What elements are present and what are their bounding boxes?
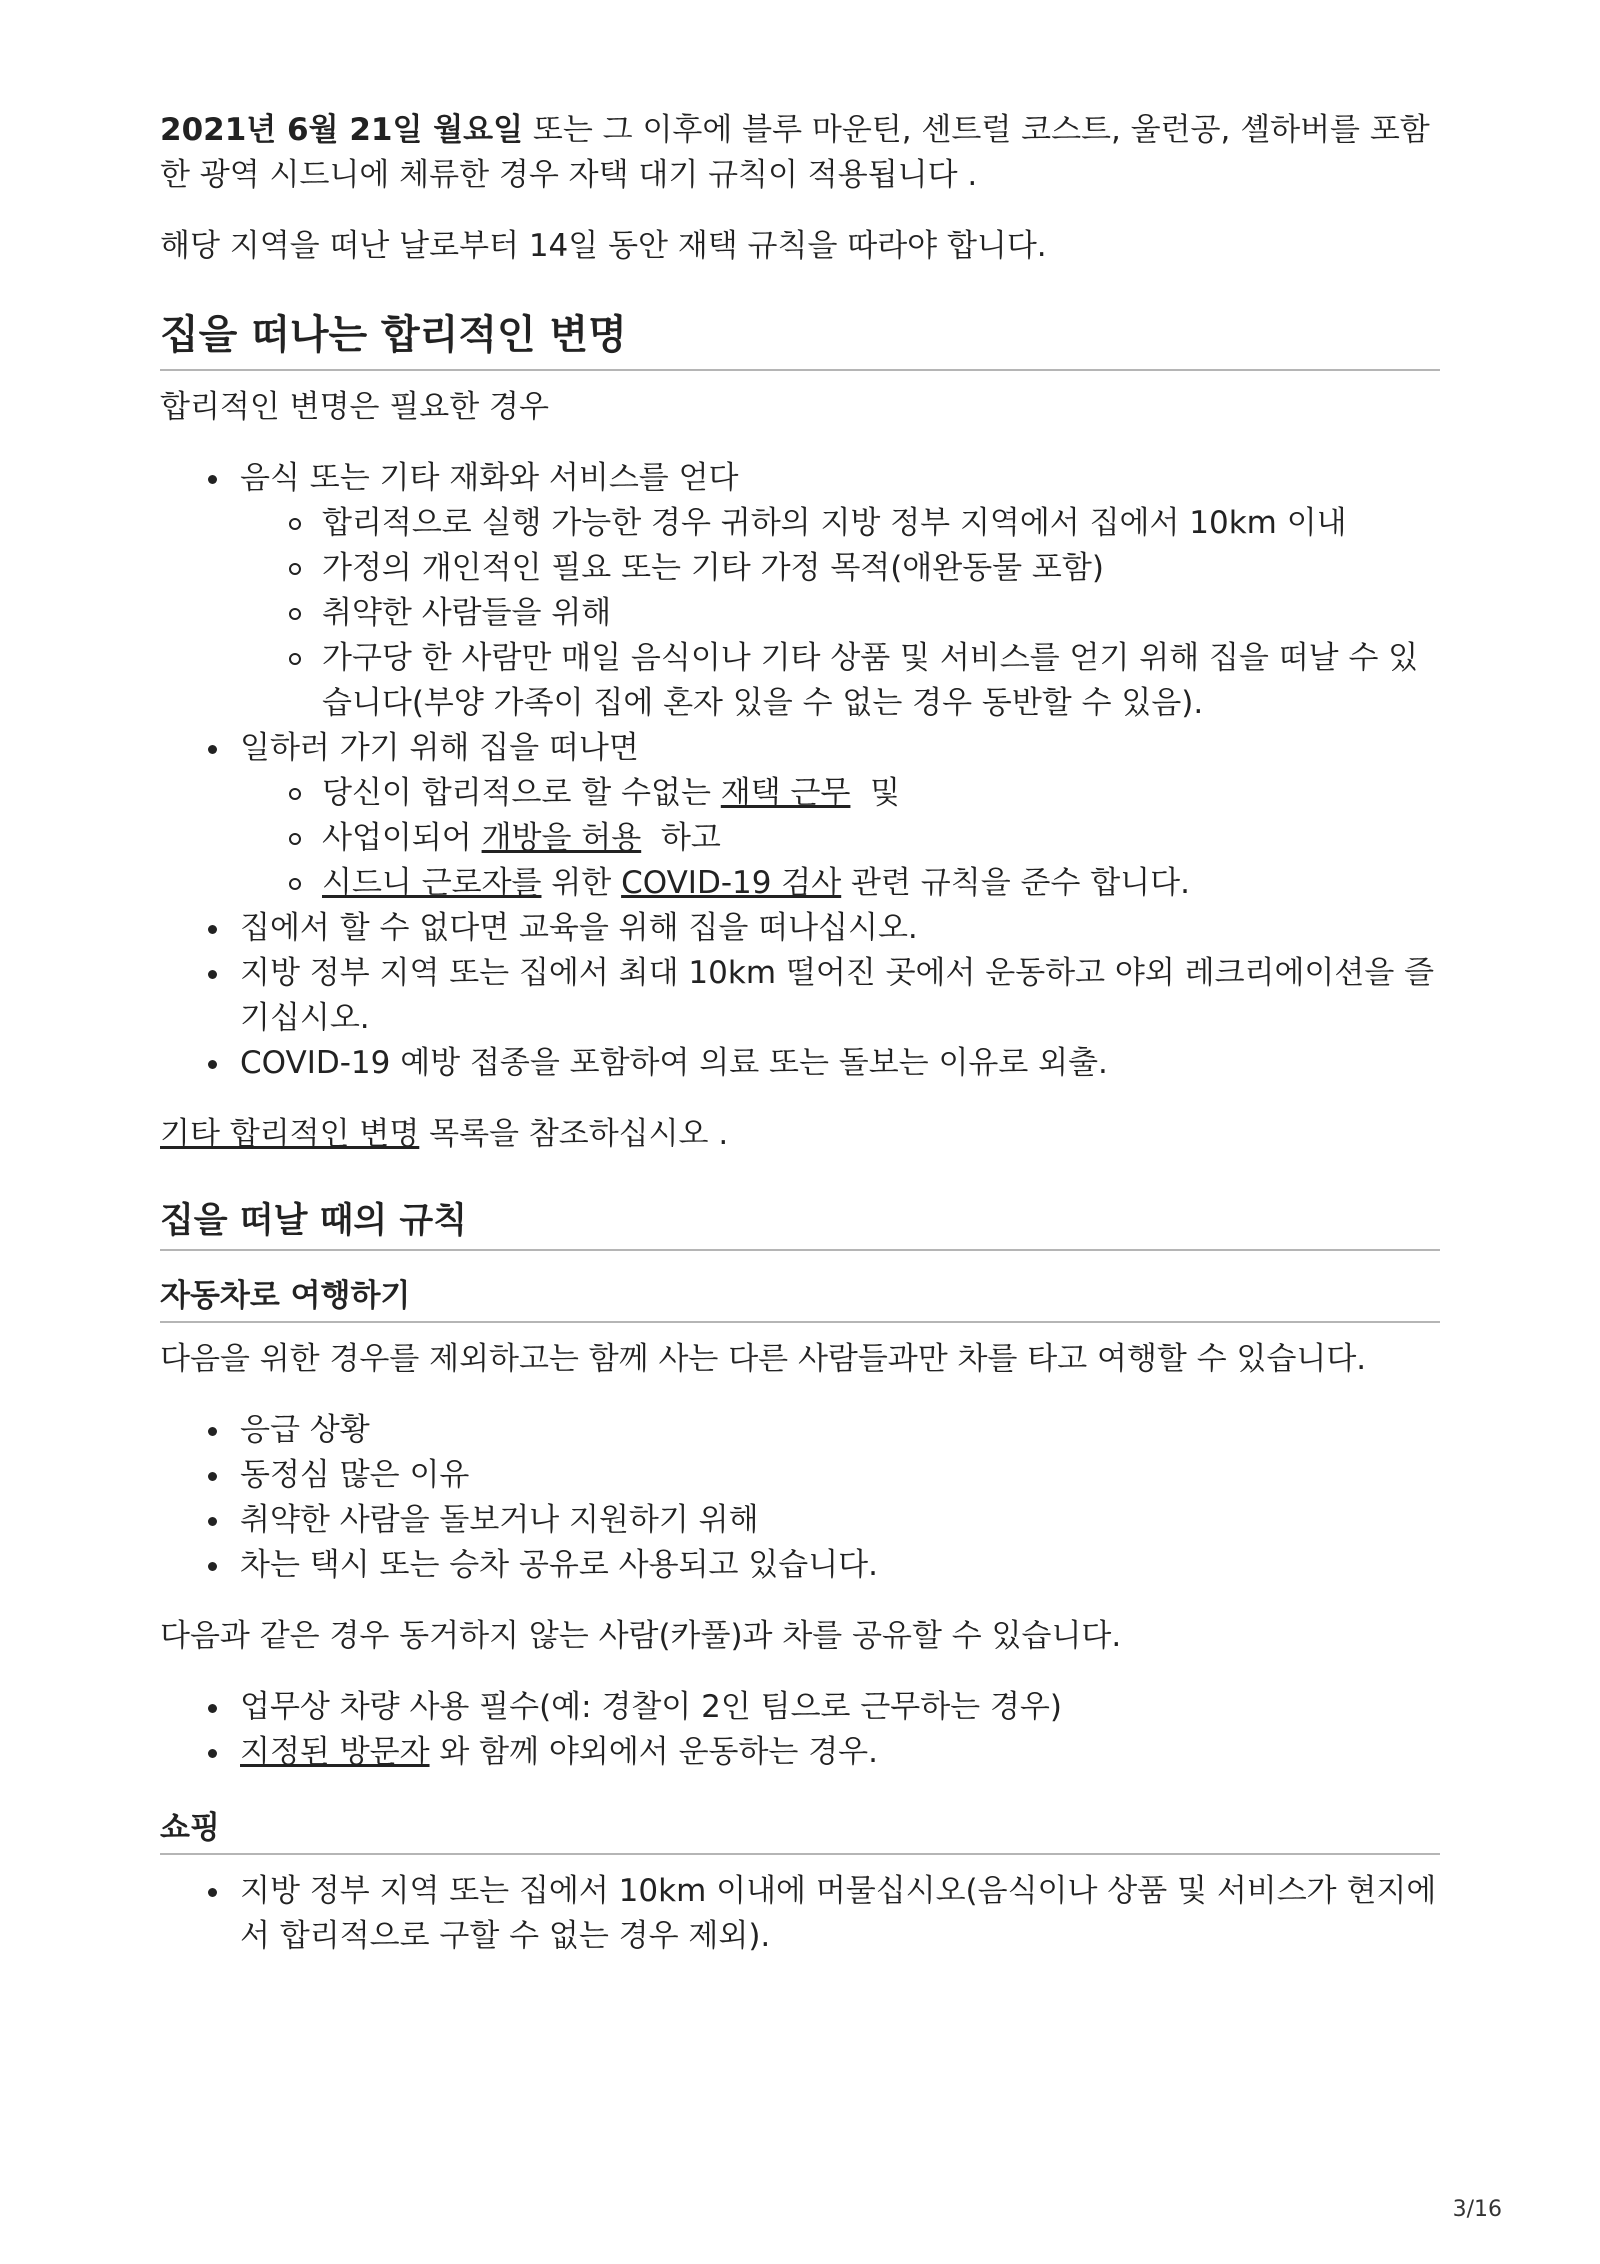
- list-item: 지방 정부 지역 또는 집에서 10km 이내에 머물십시오(음식이나 상품 및 서비스가 현지에서 합리적으로 구할 수 없는 경우 제외).: [160, 1869, 1440, 1959]
- shopping-list: [160, 1869, 1440, 1959]
- sub-list-item: 취약한 사람들을 위해: [240, 591, 1440, 636]
- list-item-text: 와 함께 야외에서 운동하는 경우.: [429, 1734, 878, 1770]
- subheading-car-travel: 자동차로 여행하기: [160, 1273, 1440, 1323]
- other-excuses-paragraph: [160, 1112, 1440, 1157]
- sydney-workers-link[interactable]: 시드니 근로자를: [322, 865, 542, 901]
- subheading-shopping: 쇼핑: [160, 1805, 1440, 1855]
- list-item: COVID-19 예방 접종을 포함하여 의료 또는 돌보는 이유로 외출.: [160, 1041, 1440, 1086]
- list-item-text: 음식 또는 기타 재화와 서비스를 얻다: [240, 460, 739, 496]
- work-from-home-link[interactable]: 재택 근무: [720, 775, 851, 811]
- car-travel-lead: 다음을 위한 경우를 제외하고는 함께 사는 다른 사람들과만 차를 타고 여행할 수 있습니다.: [160, 1341, 1367, 1377]
- list-item: 동정심 많은 이유: [160, 1453, 1440, 1498]
- covid-testing-link[interactable]: COVID-19 검사: [621, 865, 842, 901]
- other-excuses-text: 목록을 참조하십시오 .: [419, 1116, 729, 1152]
- allowed-to-open-link[interactable]: 개방을 허용: [481, 820, 642, 856]
- sub-item-text: 관련 규칙을 준수 합니다.: [841, 865, 1190, 901]
- sub-list-item: [240, 771, 1440, 816]
- carpool-list: [160, 1685, 1440, 1775]
- intro-paragraph: [160, 108, 1440, 198]
- car-exceptions-list: [160, 1408, 1440, 1588]
- sub-item-text: 사업이되어: [322, 820, 482, 856]
- intro-paragraph-2: 해당 지역을 떠난 날로부터 14일 동안 재택 규칙을 따라야 합니다.: [160, 228, 1047, 264]
- list-item: 집에서 할 수 없다면 교육을 위해 집을 떠나십시오.: [160, 906, 1440, 951]
- sub-item-text: 하고: [641, 820, 721, 856]
- sub-item-text: 당신이 합리적으로 할 수없는: [322, 775, 721, 811]
- sub-list-item: [240, 816, 1440, 861]
- list-item: 업무상 차량 사용 필수(예: 경찰이 2인 팀으로 근무하는 경우): [160, 1685, 1440, 1730]
- sub-list-item: [240, 861, 1440, 906]
- nominated-visitor-link[interactable]: 지정된 방문자: [240, 1734, 430, 1770]
- intro-text: 또는 그 이후에 블루 마운틴, 센트럴 코스트, 울런공, 셸하버를 포함한 광역 시드니에 체류한 경우 자택 대기 규칙이 적용됩니다 .: [160, 112, 1430, 193]
- intro-date: 2021년 6월 21일 월요일: [160, 112, 524, 148]
- sub-item-text: 위한: [541, 865, 622, 901]
- list-item-text: 일하러 가기 위해 집을 떠나면: [240, 730, 639, 766]
- section-heading-reasonable-excuses: 집을 떠나는 합리적인 변명: [160, 305, 1440, 371]
- list-item: 응급 상황: [160, 1408, 1440, 1453]
- page-number: 3/16: [1452, 2197, 1502, 2222]
- list-item: 취약한 사람을 돌보거나 지원하기 위해: [160, 1498, 1440, 1543]
- sub-list-item: 합리적으로 실행 가능한 경우 귀하의 지방 정부 지역에서 집에서 10km 이내: [240, 501, 1440, 546]
- sub-list-item: 가구당 한 사람만 매일 음식이나 기타 상품 및 서비스를 얻기 위해 집을 떠날 수 있습니다(부양 가족이 집에 혼자 있을 수 없는 경우 동반할 수 있음).: [240, 636, 1440, 726]
- carpool-lead: 다음과 같은 경우 동거하지 않는 사람(카풀)과 차를 공유할 수 있습니다.: [160, 1618, 1122, 1654]
- reasonable-excuses-list: [160, 456, 1440, 1086]
- sub-list-item: 가정의 개인적인 필요 또는 기타 가정 목적(애완동물 포함): [240, 546, 1440, 591]
- sub-item-text: 및: [850, 775, 901, 811]
- sub-list: [240, 771, 1440, 906]
- other-excuses-link[interactable]: 기타 합리적인 변명: [160, 1116, 420, 1152]
- list-item: 지방 정부 지역 또는 집에서 최대 10km 떨어진 곳에서 운동하고 야외 레크리에이션을 즐기십시오.: [160, 951, 1440, 1041]
- reasonable-excuses-lead: 합리적인 변명은 필요한 경우: [160, 389, 549, 425]
- list-item: [160, 726, 1440, 906]
- sub-list: [240, 501, 1440, 726]
- list-item: [160, 456, 1440, 726]
- article-content: [160, 108, 1440, 1985]
- list-item: 차는 택시 또는 승차 공유로 사용되고 있습니다.: [160, 1543, 1440, 1588]
- list-item: [160, 1730, 1440, 1775]
- section-heading-rules-leaving-home: 집을 떠날 때의 규칙: [160, 1195, 1440, 1251]
